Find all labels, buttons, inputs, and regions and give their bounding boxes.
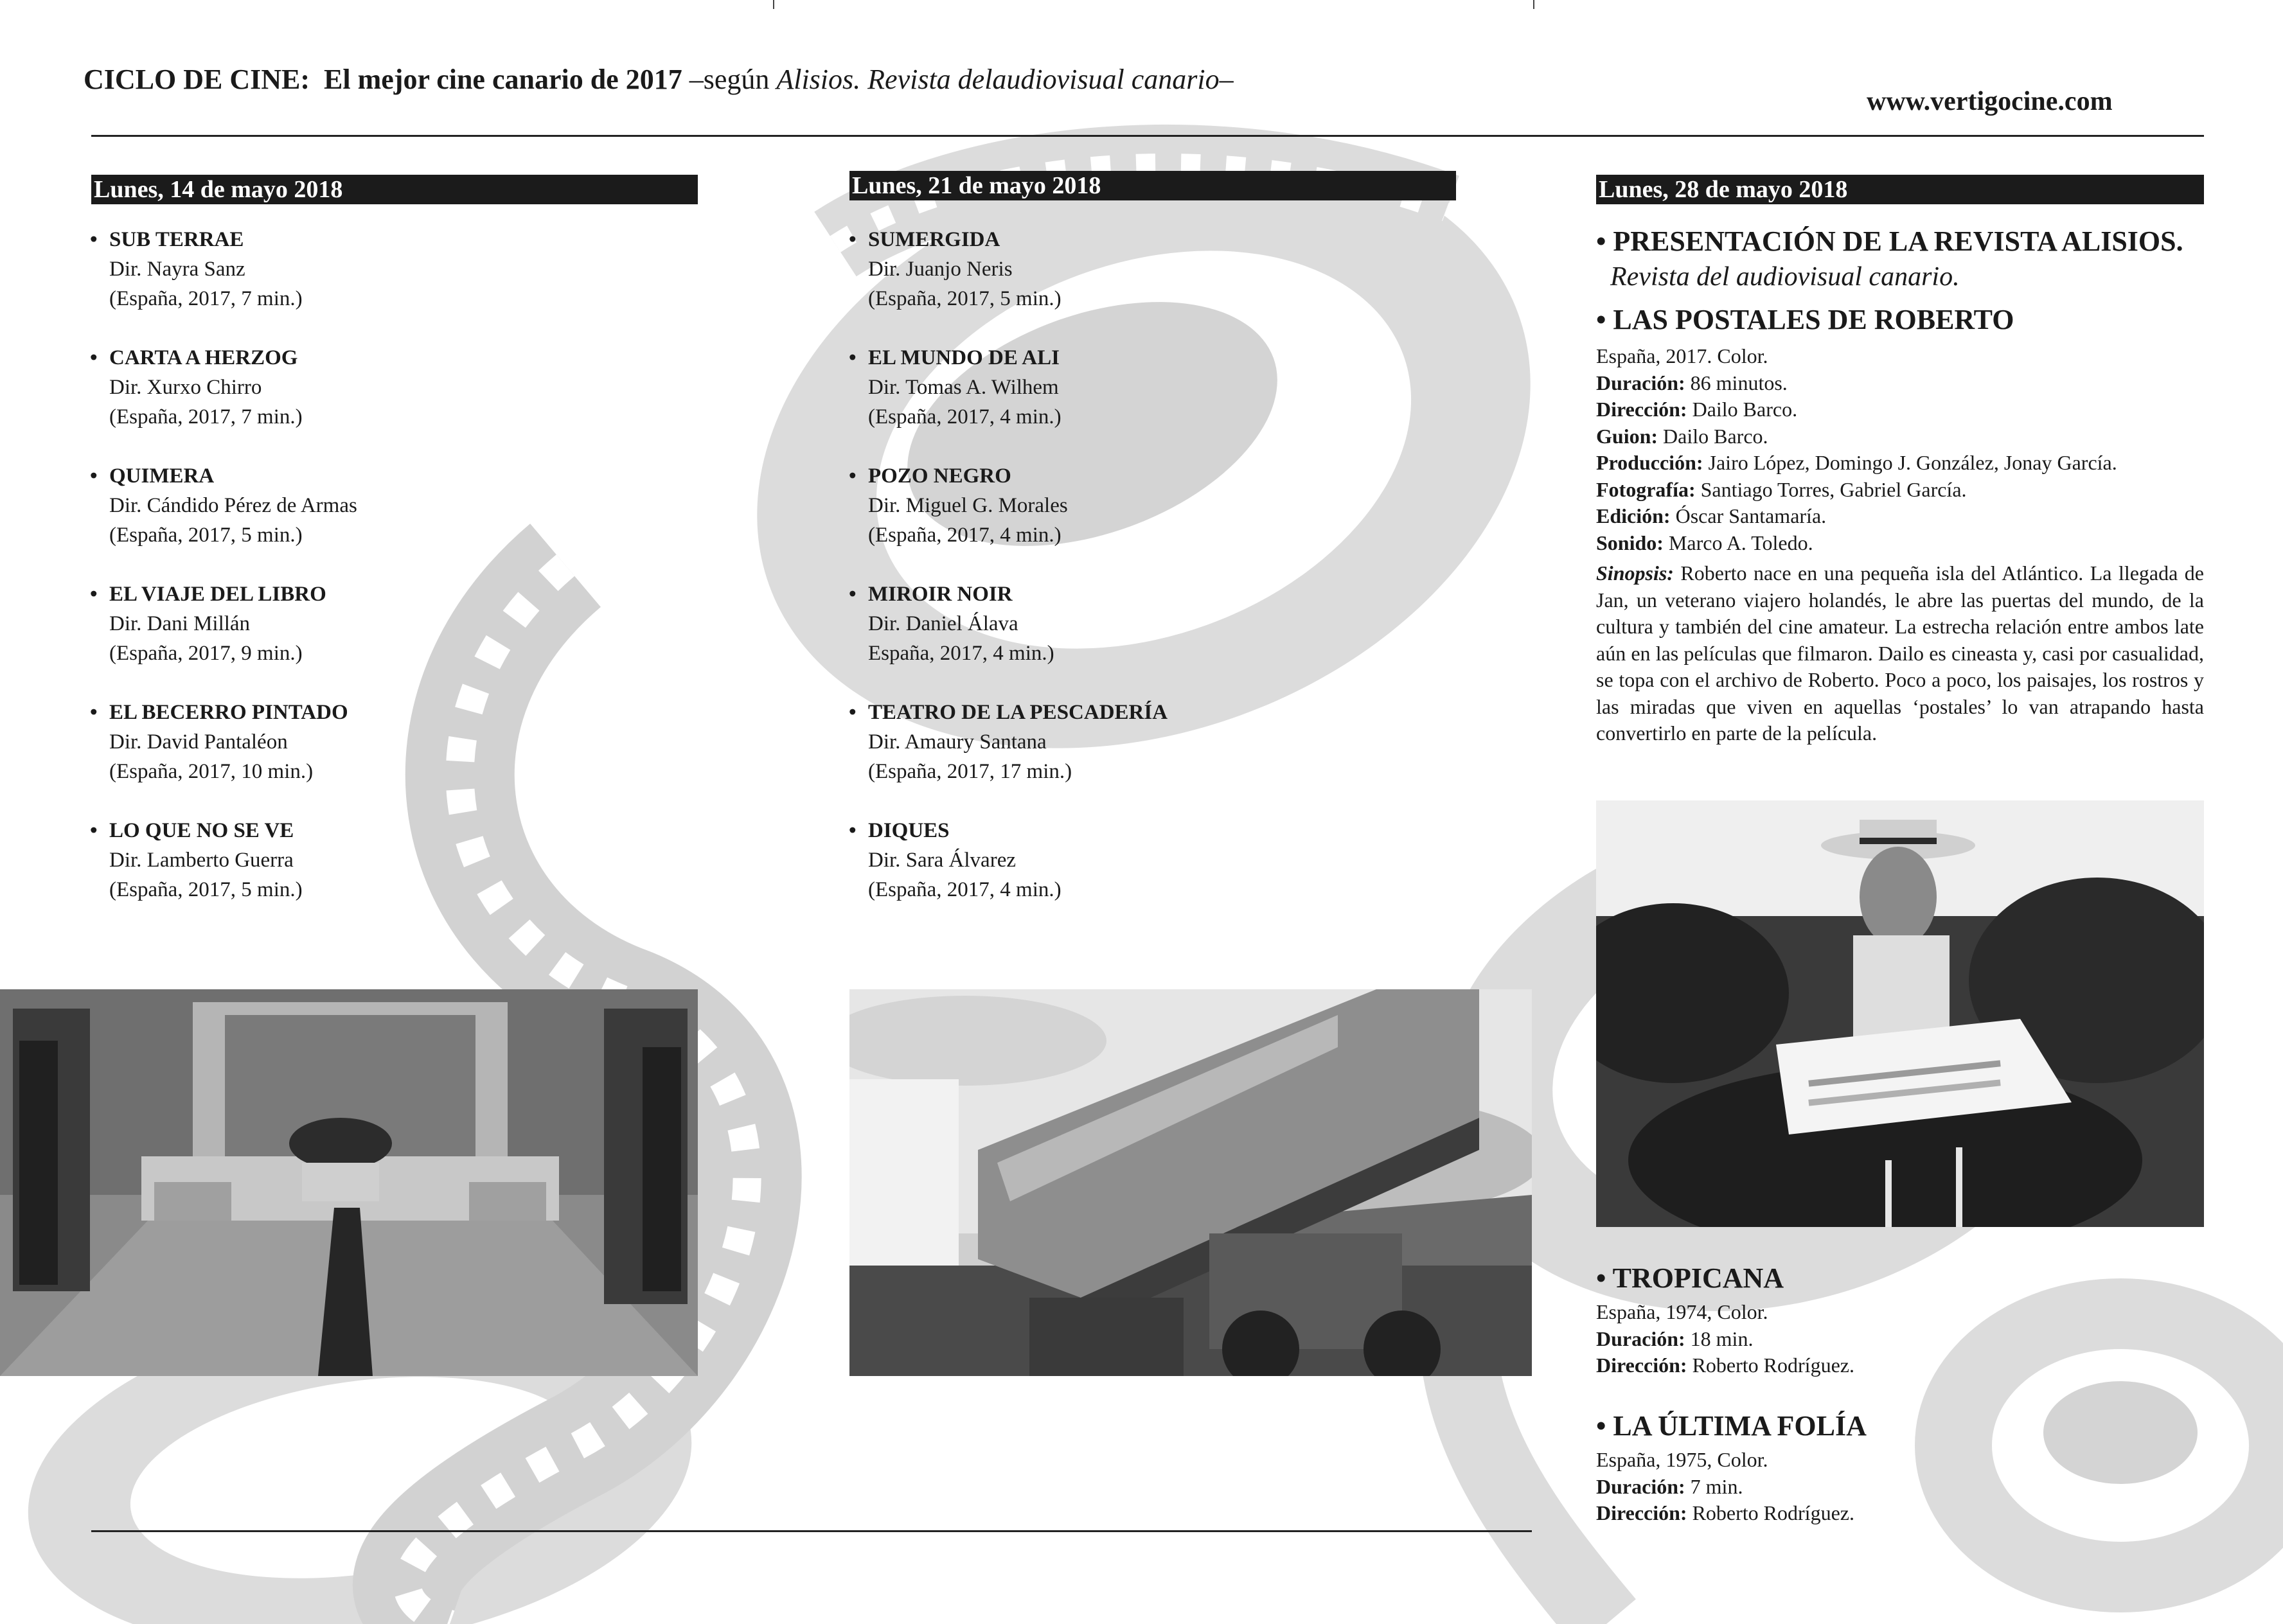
film-director: Dir. Xurxo Chirro <box>109 376 262 399</box>
film-title: • DIQUES <box>868 816 1318 845</box>
page-header-title <box>84 63 1234 96</box>
film-list <box>849 225 1318 934</box>
short-country-year: España, 1974, Color. <box>1596 1300 1768 1323</box>
film-director: Dir. Daniel Álava <box>868 612 1018 635</box>
bullet-icon: • <box>90 819 98 842</box>
film-director: Dir. Tomas A. Wilhem <box>868 376 1059 399</box>
film-item <box>90 461 559 579</box>
film-item <box>849 579 1318 698</box>
magazine-name: Alisios. Revista delaudiovisual canario <box>776 64 1220 95</box>
film-list <box>90 225 559 934</box>
feature-film-block <box>1596 302 2204 747</box>
film-item <box>90 816 559 934</box>
cycle-label: CICLO DE CINE: <box>84 64 310 95</box>
film-info: (España, 2017, 5 min.) <box>109 878 303 901</box>
film-director: Dir. Dani Millán <box>109 612 251 635</box>
film-item <box>849 343 1318 461</box>
still-container-crane <box>849 989 1532 1376</box>
film-item <box>849 461 1318 579</box>
film-title: • CARTA A HERZOG <box>109 343 559 373</box>
bullet-icon: • <box>849 228 857 251</box>
website-url[interactable]: www.vertigocine.com <box>1867 87 2113 116</box>
presentation-subtitle: Revista del audiovisual canario. <box>1610 262 1960 292</box>
bullet-icon: • <box>849 819 857 842</box>
film-info: (España, 2017, 7 min.) <box>109 287 303 310</box>
credit-line: Dirección: Roberto Rodríguez. <box>1596 1354 1854 1377</box>
short-title: • TROPICANA <box>1596 1262 1784 1294</box>
header-suffix: – <box>1219 64 1234 95</box>
bullet-icon: • <box>90 464 98 488</box>
short-title: • LA ÚLTIMA FOLÍA <box>1596 1410 1867 1442</box>
film-director: Dir. David Pantaléon <box>109 730 288 754</box>
feature-synopsis: Sinopsis: Roberto nace en una pequeña isla del Atlántico. La llegada de Jan, un veterano viajero holandés, le abre las puertas del mundo, de la cultura y también del cine amateur. La estrecha relación entre ambos late aún en las películas que filmaron. Dailo es cineasta y, casi por casualidad, se topa con el archivo de Roberto. Poco a poco, los paisajes, los rostros y las miradas que viven en aquellas ‘postales’ lo van atrapando hasta convertirlo en parte de la película. <box>1596 561 2204 745</box>
still-man-newspaper <box>1596 800 2204 1227</box>
short-film-block <box>1596 1260 2204 1379</box>
film-director: Dir. Nayra Sanz <box>109 258 245 281</box>
session-date-bar: Lunes, 28 de mayo 2018 <box>1596 175 2204 204</box>
credit-line: Guion: Dailo Barco. <box>1596 424 1768 448</box>
film-title: • QUIMERA <box>109 461 559 491</box>
film-info: (España, 2017, 5 min.) <box>109 524 303 547</box>
bullet-icon: • <box>849 701 857 724</box>
presentation-block <box>1596 224 2204 294</box>
short-film-block <box>1596 1408 2204 1527</box>
film-director: Dir. Cándido Pérez de Armas <box>109 494 357 517</box>
bullet-icon: • <box>90 346 98 369</box>
film-info: (España, 2017, 17 min.) <box>868 760 1072 783</box>
film-info: (España, 2017, 4 min.) <box>868 878 1062 901</box>
still-church-bull <box>0 989 698 1376</box>
film-title: • EL BECERRO PINTADO <box>109 698 559 727</box>
bullet-icon: • <box>1596 1262 1606 1294</box>
short-country-year: España, 1975, Color. <box>1596 1448 1768 1471</box>
film-item <box>90 698 559 816</box>
header-divider <box>91 135 2204 137</box>
cycle-title: El mejor cine canario de 2017 <box>324 64 682 95</box>
credit-line: Duración: 7 min. <box>1596 1474 1743 1498</box>
bullet-icon: • <box>849 583 857 606</box>
film-director: Dir. Lamberto Guerra <box>109 849 294 872</box>
crop-mark <box>1533 0 1534 9</box>
film-item <box>90 343 559 461</box>
bullet-icon: • <box>90 701 98 724</box>
film-info: (España, 2017, 4 min.) <box>868 405 1062 428</box>
bullet-icon: • <box>1596 304 1606 335</box>
film-title: • MIROIR NOIR <box>868 579 1318 609</box>
credit-line: Fotografía: Santiago Torres, Gabriel García. <box>1596 477 1967 501</box>
credit-line: Producción: Jairo López, Domingo J. González, Jonay García. <box>1596 451 2117 474</box>
film-director: Dir. Amaury Santana <box>868 730 1047 754</box>
film-item <box>849 225 1318 343</box>
credit-line: Dirección: Roberto Rodríguez. <box>1596 1501 1854 1524</box>
film-title: • LO QUE NO SE VE <box>109 816 559 845</box>
credit-line: Duración: 18 min. <box>1596 1327 1754 1350</box>
feature-country-year: España, 2017. Color. <box>1596 344 1768 367</box>
film-title: • EL MUNDO DE ALI <box>868 343 1318 373</box>
feature-title: • LAS POSTALES DE ROBERTO <box>1596 304 2014 335</box>
film-info: (España, 2017, 9 min.) <box>109 642 303 665</box>
crop-mark <box>773 0 774 9</box>
session-date-bar: Lunes, 21 de mayo 2018 <box>849 171 1456 200</box>
film-director: Dir. Miguel G. Morales <box>868 494 1068 517</box>
bullet-icon: • <box>1596 1410 1606 1442</box>
film-item <box>90 225 559 343</box>
presentation-title: • PRESENTACIÓN DE LA REVISTA ALISIOS. <box>1596 225 2183 257</box>
film-item <box>849 816 1318 934</box>
film-title: • POZO NEGRO <box>868 461 1318 491</box>
header-prefix: –según <box>682 64 777 95</box>
session-date-bar: Lunes, 14 de mayo 2018 <box>91 175 698 204</box>
credit-line: Edición: Óscar Santamaría. <box>1596 504 1827 527</box>
film-title: • SUB TERRAE <box>109 225 559 254</box>
credit-line: Dirección: Dailo Barco. <box>1596 398 1798 421</box>
credit-line: Duración: 86 minutos. <box>1596 371 1788 394</box>
film-director: Dir. Sara Álvarez <box>868 849 1016 872</box>
bullet-icon: • <box>90 583 98 606</box>
film-info: (España, 2017, 7 min.) <box>109 405 303 428</box>
film-title: • EL VIAJE DEL LIBRO <box>109 579 559 609</box>
film-item <box>849 698 1318 816</box>
bullet-icon: • <box>849 464 857 488</box>
bullet-icon: • <box>90 228 98 251</box>
film-title: • TEATRO DE LA PESCADERÍA <box>868 698 1318 727</box>
credit-line: Sonido: Marco A. Toledo. <box>1596 531 1813 554</box>
bullet-icon: • <box>1596 225 1606 257</box>
bullet-icon: • <box>849 346 857 369</box>
film-info: (España, 2017, 4 min.) <box>868 524 1062 547</box>
film-info: (España, 2017, 10 min.) <box>109 760 314 783</box>
footer-divider <box>91 1530 1532 1532</box>
film-info: (España, 2017, 5 min.) <box>868 287 1062 310</box>
film-item <box>90 579 559 698</box>
film-title: • SUMERGIDA <box>868 225 1318 254</box>
film-info: España, 2017, 4 min.) <box>868 642 1054 665</box>
film-director: Dir. Juanjo Neris <box>868 258 1013 281</box>
